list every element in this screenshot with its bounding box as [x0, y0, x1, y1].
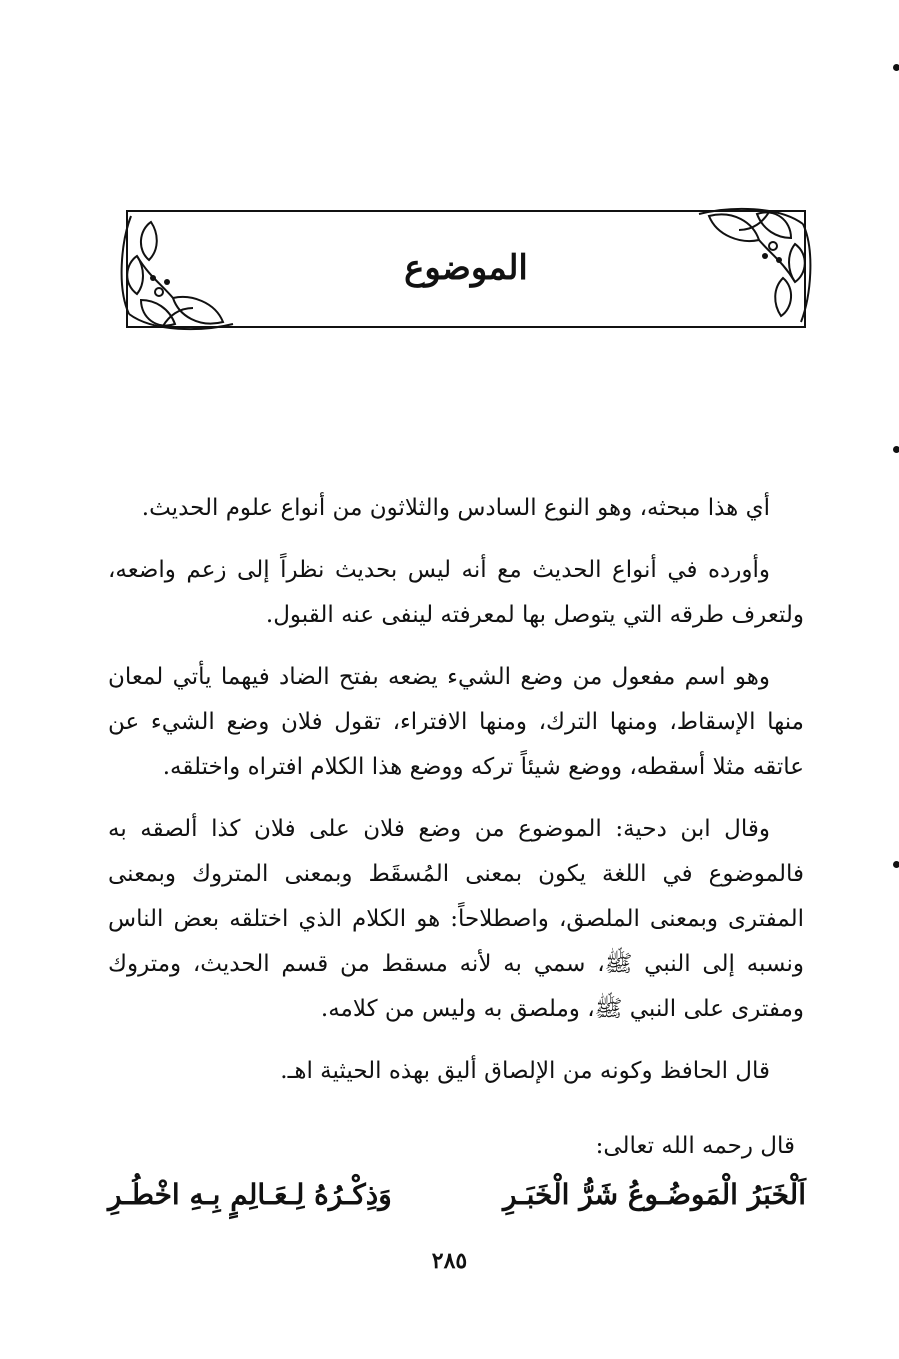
- verse-intro: قال رحمه الله تعالى:: [595, 1133, 795, 1159]
- floral-corner-ornament-icon: [116, 208, 241, 338]
- body-text: [108, 486, 804, 1106]
- paragraph: وقال ابن دحية: الموضوع من وضع فلان على فلان كذا ألصقه به فالموضوع في اللغة يكون بمعنى المُسقَط وبمعنى المتروك وبمعنى المفترى وبمعنى الملصق، واصطلاحاً: هو الكلام الذي اختلقه بعض الناس ونسبه إلى النبي ﷺ، سمي به لأنه مسقط من قسم الحديث، ومتروك ومفترى على النبي ﷺ، وملصق به وليس من كلامه.: [108, 816, 804, 1022]
- edge-mark-lower: [893, 861, 899, 868]
- verse-second-hemistich: وَذِكْـرُهُ لِـعَـالِمٍ بِـهِ اخْطُـرِ: [108, 1178, 392, 1211]
- poem-verse: [108, 1178, 806, 1211]
- chapter-title: الموضوع: [404, 248, 528, 288]
- edge-mark-middle: [893, 446, 899, 453]
- paragraph: قال الحافظ وكونه من الإلصاق أليق بهذه الحيثية اهـ.: [280, 1058, 770, 1084]
- page-number: ٢٨٥: [431, 1248, 468, 1274]
- paragraph: أي هذا مبحثه، وهو النوع السادس والثلاثون من أنواع علوم الحديث.: [141, 495, 770, 521]
- paragraph: وهو اسم مفعول من وضع الشيء يضعه بفتح الضاد فيهما يأتي لمعان منها الإسقاط، ومنها الترك، ومنها الافتراء، تقول فلان وضع الشيء عن عاتقه مثلا أسقطه، ووضع شيئاً تركه ووضع هذا الكلام افتراه واختلقه.: [108, 664, 804, 780]
- chapter-title-frame: [126, 210, 806, 328]
- paragraph: وأورده في أنواع الحديث مع أنه ليس بحديث نظراً إلى زعم واضعه، ولتعرف طرقه التي يتوصل بها لمعرفته لينفى عنه القبول.: [108, 557, 804, 628]
- edge-mark-top: [893, 64, 899, 71]
- verse-first-hemistich: اَلْخَبَرُ الْمَوضُـوعُ شَرُّ الْخَبَـرِ: [502, 1178, 806, 1211]
